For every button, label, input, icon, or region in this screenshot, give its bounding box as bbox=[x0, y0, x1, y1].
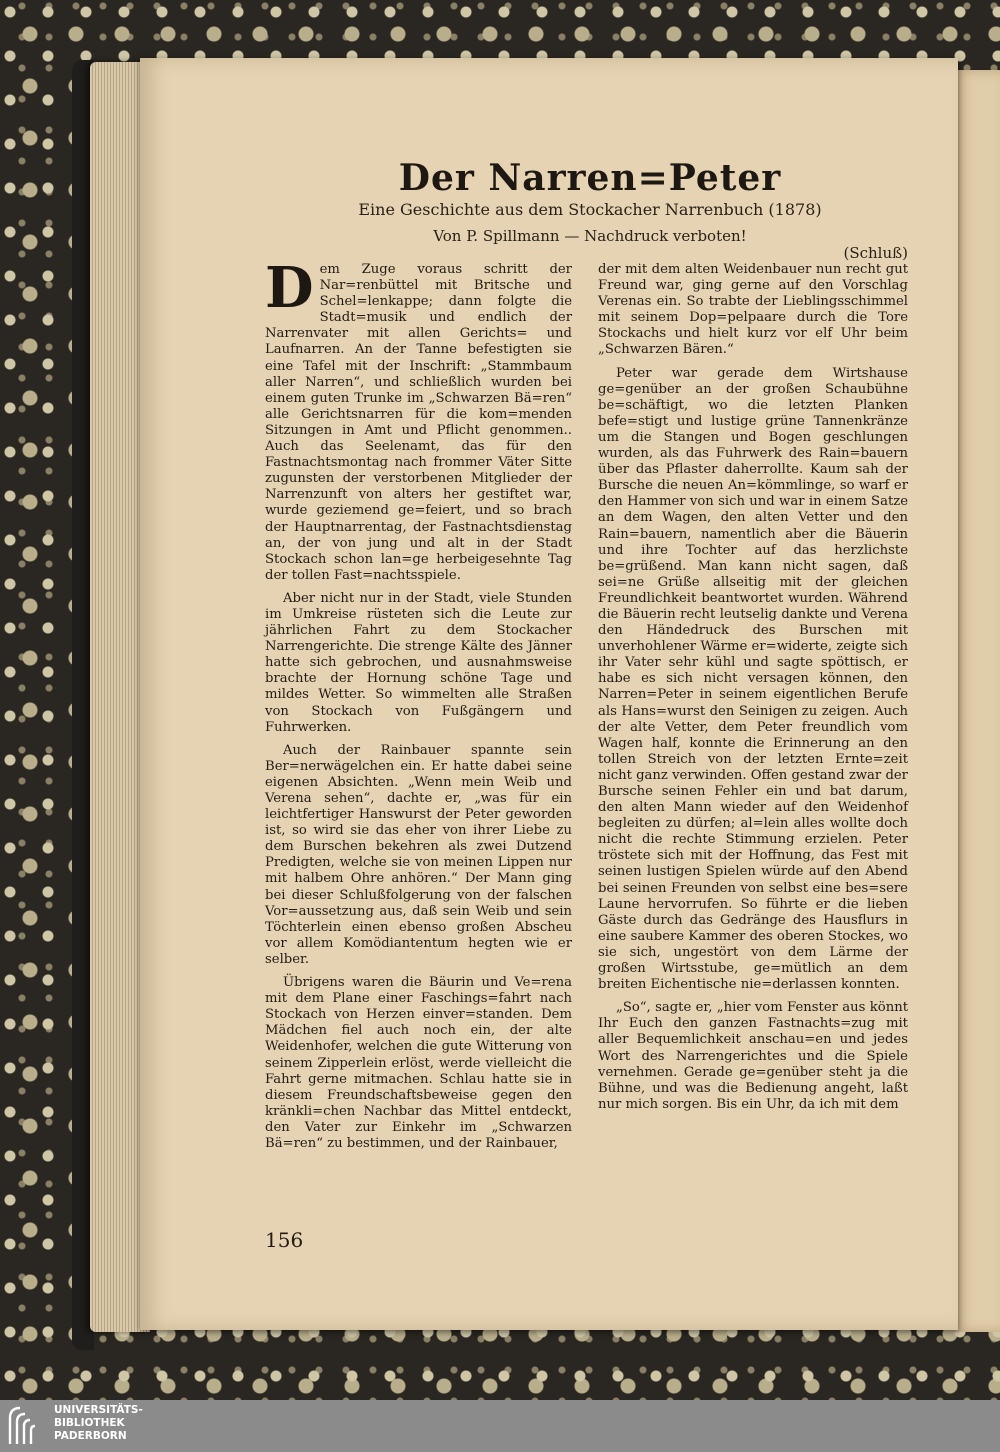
paragraph: Auch der Rainbauer spannte sein Ber=nerwägelchen ein. Er hatte dabei seine eigenen Absichten. „Wenn mein Weib und Verena sehen“, dachte er, „was für ein leichtfertiger Hanswurst der Peter geworden ist, so wird sie das eher von ihrer Liebe zu dem Burschen bekehren als zwei Dutzend Predigten, welche sie von meinen Lippen nur mit halbem Ohre anhören.“ Der Mann ging bei dieser Schlußfolgerung von der falschen Vor=aussetzung aus, daß sein Weib und sein Töchterlein einen ebenso großen Abscheu vor allem Komödiantentum hegten wie er selber. bbox=[265, 742, 572, 967]
library-name-line: UNIVERSITÄTS- bbox=[54, 1404, 143, 1416]
paragraph-text: em Zuge voraus schritt der Nar=renbüttel mit Britsche und Schel=lenkappe; dann folgte die Stadt=musik und endlich der Narrenvater mit allen Gerichts= und Laufnarren. An der Tanne befestigten sie eine Tafel mit der Inschrift: „Stammbaum aller Narren“, und schließlich wurden bei einem guten Trunke im „Schwarzen Bä=ren“ alle Gerichtsnarren für die kom=menden Sitzungen in Amt und Pflicht genommen.. Auch das Seelenamt, das für den Fastnachtsmontag nach frommer Väter Sitte zugunsten der verstorbenen Mitglieder der Narrenzunft von alters her gestiftet war, wurde geziemend ge=feiert, und so brach der Hauptnarrentag, der Fastnachtsdienstag an, der von jung und alt in der Stadt Stockach schon lan=ge herbeigesehnte Tag der tollen Fast=nachtsspiele. bbox=[265, 262, 572, 583]
library-name bbox=[54, 1404, 143, 1443]
article-byline: Von P. Spillmann — Nachdruck verboten! bbox=[433, 227, 747, 245]
left-text-column bbox=[265, 255, 572, 1159]
library-footer-bar bbox=[0, 1400, 1000, 1452]
paragraph: Peter war gerade dem Wirtshause ge=genüber an der großen Schaubühne be=schäftigt, wo die letzten Planken befe=stigt und lustige grüne Tannenkränze um die Stangen und Bogen geschlungen wurden, als das Fuhrwerk des Rain=bauern über das Pflaster daherrollte. Kaum sah der Bursche die neuen An=kömmlinge, so warf er den Hammer von sich und war in einem Satze an dem Wagen, den alten Vetter und den Rain=bauern, namentlich aber die Bäuerin und ihre Tochter auf das herzlichste be=grüßend. Man kann nicht sagen, daß sei=ne Grüße allseitig mit der gleichen Freundlichkeit beantwortet wurden. Während die Bäuerin recht leutselig dankte und Verena den Händedruck des Burschen mit unverhohlener Wärme er=widerte, zeigte sich ihr Vater sehr kühl und sagte spöttisch, er habe es sich nicht versagen können, den Narren=Peter in seinem eigentlichen Berufe als Hans=wurst den Seinigen zu zeigen. Auch der alte Vetter, dem Peter freundlich vom Wagen half, konnte die Erinnerung an den tollen Streich von der letzten Ernte=zeit nicht ganz verwinden. Offen gestand zwar der Bursche seinen Fehler ein und bat darum, den alten Mann wieder auf den Weidenhof begleiten zu dürfen; al=lein alles wollte doch nicht die rechte Stimmung erzielen. Peter tröstete sich mit der Hoffnung, das Fest mit seinen lustigen Spielen würde auf den Abend bei seinen Freunden von selbst eine bes=sere Laune hervorrufen. So führte er die lieben Gäste durch das Gedränge des Hausflurs in eine saubere Kammer des oberen Stockes, wo sie sich, ungestört von dem Lärme der großen Wirtsstube, ge=mütlich an dem breiten Eichentische nie=derlassen konnten. bbox=[598, 365, 908, 993]
page-number: 156 bbox=[265, 1228, 304, 1252]
facing-page-edge bbox=[954, 70, 1000, 1332]
paragraph: „So“, sagte er, „hier vom Fenster aus könnt Ihr Euch den ganzen Fastnachts=zug mit aller Bequemlichkeit anschau=en und jedes Wort des Narrengerichtes und die Spiele vernehmen. Gerade ge=genüber steht ja die Bühne, und was die Bedienung angeht, laßt nur mich sorgen. Bis ein Uhr, da ich mit dem bbox=[598, 1000, 908, 1112]
paragraph: der mit dem alten Weidenbauer nun recht gut Freund war, ging gerne auf den Vorschlag Verenas ein. So trabte der Lieblingsschimmel mit seinem Dop=pelpaare durch die Tore Stockachs und hielt kurz vor elf Uhr beim „Schwarzen Bären.“ bbox=[598, 262, 908, 358]
right-text-column bbox=[598, 262, 908, 1120]
article-subtitle: Eine Geschichte aus dem Stockacher Narrenbuch (1878) bbox=[358, 200, 822, 219]
continuation-note: (Schluß) bbox=[843, 244, 908, 262]
paragraph bbox=[265, 255, 572, 584]
paragraph: Aber nicht nur in der Stadt, viele Stunden im Umkreise rüsteten sich die Leute zur jährlichen Fahrt zu dem Stockacher Narrengerichte. Die strenge Kälte des Jänner hatte sich gebrochen, und ausnahmsweise brachte der Hornung schöne Tage und mildes Wetter. So wimmelten alle Straßen von Stockach von Fußgängern und Fuhrwerken. bbox=[265, 590, 572, 735]
library-name-line: PADERBORN bbox=[54, 1430, 127, 1442]
library-logo-icon bbox=[6, 1404, 50, 1448]
drop-cap: D bbox=[265, 255, 314, 321]
library-name-line: BIBLIOTHEK bbox=[54, 1417, 125, 1429]
article-title: Der Narren=Peter bbox=[398, 157, 782, 199]
paragraph: Übrigens waren die Bäurin und Ve=rena mit dem Plane einer Faschings=fahrt nach Stockach von Herzen einver=standen. Dem Mädchen fiel auch noch ein, der alte Weidenhofer, welchen die gute Witterung von seinem Zipperlein erlöst, werde vielleicht die Fahrt gerne mitmachen. Schlau hatte sie in diesem Freundschaftsbeweise gegen den kränkli=chen Nachbar das Mittel entdeckt, den Vater zur Einkehr im „Schwarzen Bä=ren“ zu bestimmen, und der Rainbauer, bbox=[265, 975, 572, 1151]
